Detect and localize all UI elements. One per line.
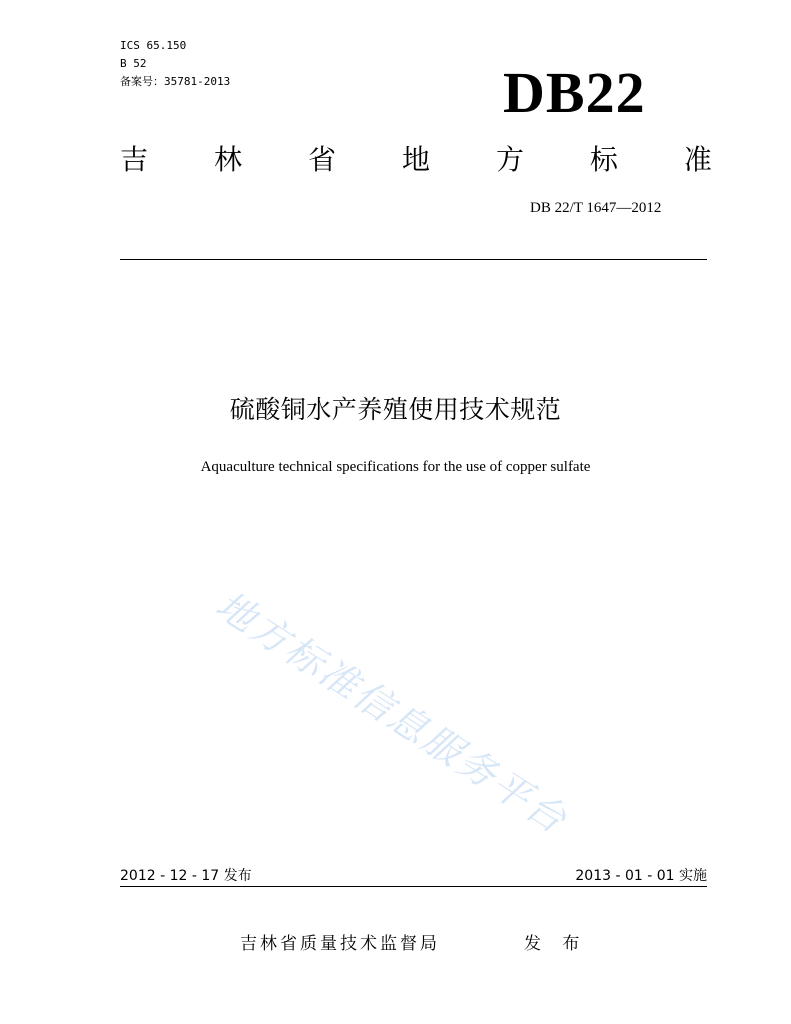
document-title-chinese: 硫酸铜水产养殖使用技术规范 [229, 395, 562, 424]
standard-number: DB 22/T 1647—2012 [530, 200, 662, 216]
standard-code: DB22 [503, 60, 646, 125]
standard-type [120, 143, 712, 177]
standard-type-char: 地 [401, 143, 430, 176]
effective-date: 2013 - 01 - 01 实施 [575, 868, 707, 884]
standard-type-char: 吉 [120, 143, 149, 176]
standard-type-char: 准 [683, 143, 712, 176]
watermark [205, 570, 655, 870]
ics-number: ICS 65.150 [120, 39, 187, 52]
standard-type-char: 方 [495, 143, 524, 176]
classification-code: B 52 [120, 57, 147, 70]
publisher: 吉林省质量技术监督局 [240, 934, 440, 954]
standard-type-char: 林 [213, 143, 242, 176]
header-divider [120, 259, 707, 260]
record-number: 备案号：35781-2013 [120, 75, 231, 88]
release-date: 2012 - 12 - 17 发布 [120, 868, 252, 884]
issue-label: 发 布 [524, 934, 588, 954]
standard-type-char: 省 [307, 143, 336, 176]
watermark-text: 地方标准信息服务平台 [208, 582, 576, 843]
standard-type-char: 标 [589, 143, 618, 176]
document-title-english: Aquaculture technical specifications for the use of copper sulfate [200, 459, 591, 475]
footer-divider [120, 886, 707, 887]
